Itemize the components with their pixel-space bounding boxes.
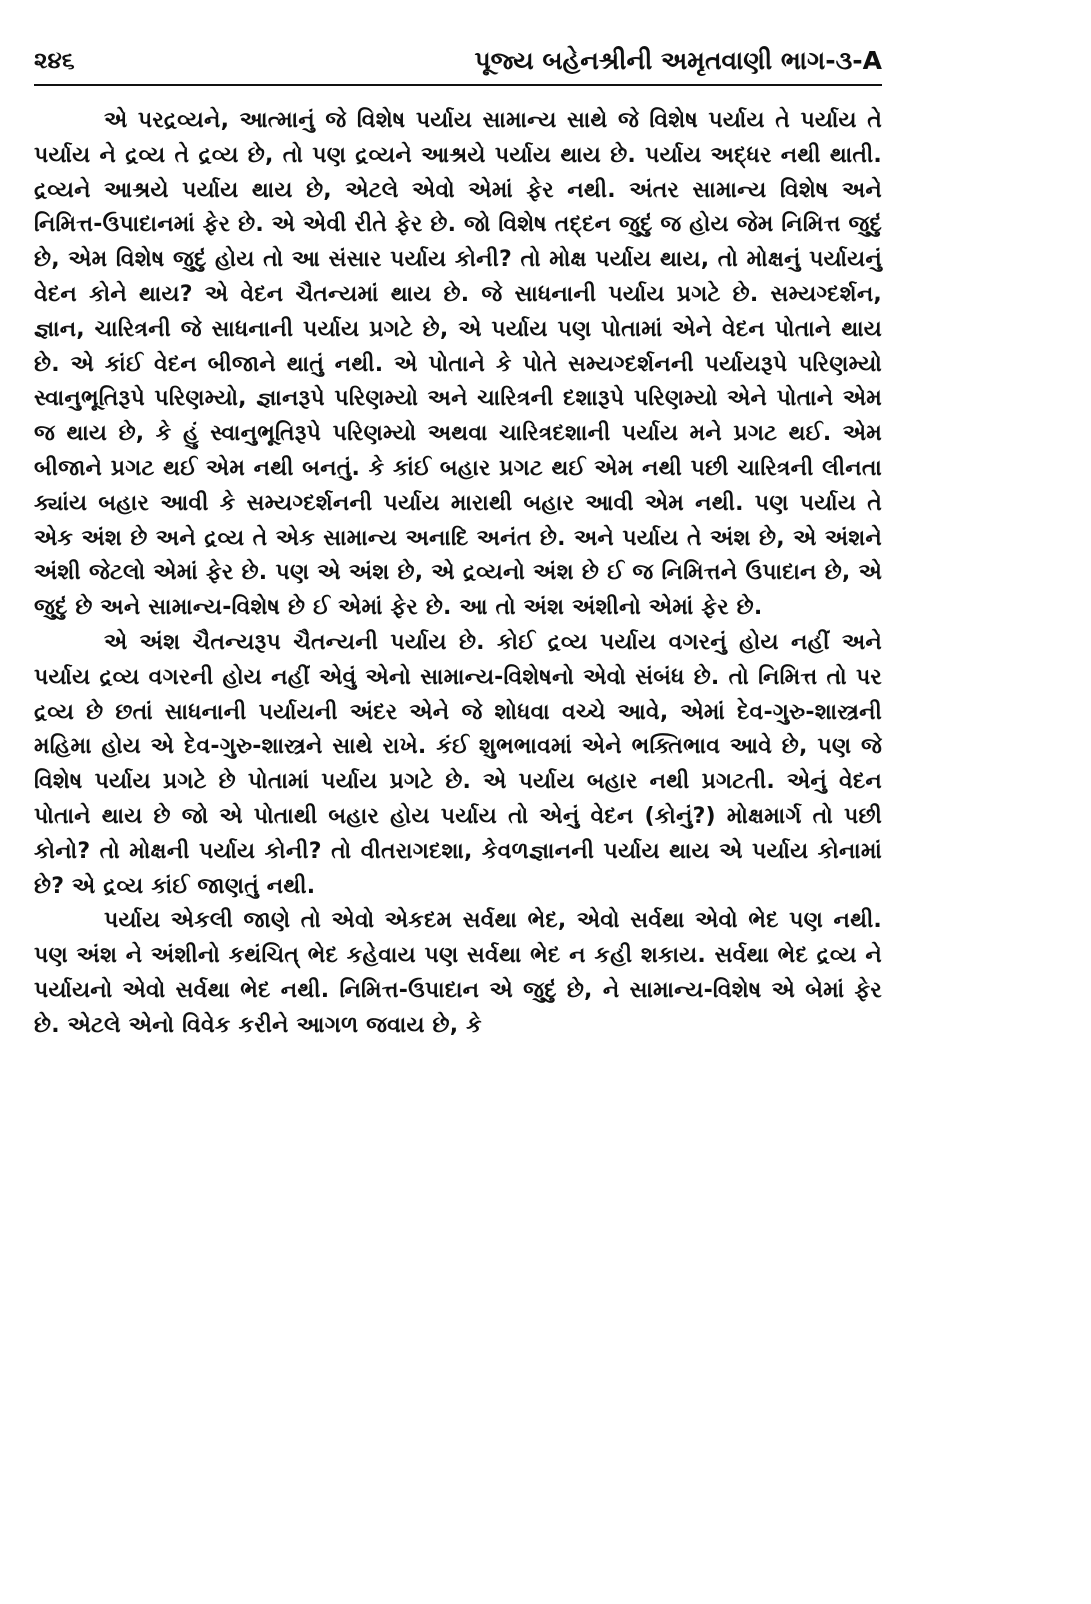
running-title: પૂજ્ય બહેનશ્રીની અમૃતવાણી ભાગ-૩-A <box>474 46 882 75</box>
header-divider <box>34 84 882 86</box>
page-header <box>34 46 882 86</box>
body-text <box>34 104 882 1044</box>
paragraph-2: એ અંશ ચૈતન્યરૂપ ચૈતન્યની પર્યાય છે. કોઈ દ્રવ્ય પર્યાય વગરનું હોય નહીં અને પર્યાય દ્રવ્ય વગરની હોય નહીં એવું એનો સામાન્ય-વિશેષનો એવો સંબંધ છે. તો નિમિત્ત તો પર દ્રવ્ય છે છતાં સાધનાની પર્યાયની અંદર એને જે શોધવા વચ્ચે આવે, એમાં દેવ-ગુરુ-શાસ્ત્રની મહિમા હોય એ દેવ-ગુરુ-શાસ્ત્રને સાથે રાખે. કંઈ શુભભાવમાં એને ભક્તિભાવ આવે છે, પણ જે વિશેષ પર્યાય પ્રગટે છે પોતામાં પર્યાય પ્રગટે છે. એ પર્યાય બહાર નથી પ્રગટતી. એનું વેદન પોતાને થાય છે જો એ પોતાથી બહાર હોય પર્યાય તો એનું વેદન (કોનું?) મોક્ષમાર્ગ તો પછી કોનો? તો મોક્ષની પર્યાય કોની? તો વીતરાગદશા, કેવળજ્ઞાનની પર્યાય થાય એ પર્યાય કોનામાં છે? એ દ્રવ્ય કાંઈ જાણતું નથી. <box>34 629 882 899</box>
paragraph-1: એ પરદ્રવ્યને, આત્માનું જે વિશેષ પર્યાય સામાન્ય સાથે જે વિશેષ પર્યાય તે પર્યાય તે પર્યાય ને દ્રવ્ય તે દ્રવ્ય છે, તો પણ દ્રવ્યને આશ્રયે પર્યાય થાય છે. પર્યાય અદ્ધર નથી થાતી. દ્રવ્યને આશ્રયે પર્યાય થાય છે, એટલે એવો એમાં ફેર નથી. અંતર સામાન્ય વિશેષ અને નિમિત્ત-ઉપાદાનમાં ફેર છે. એ એવી રીતે ફેર છે. જો વિશેષ તદ્દન જુદું જ હોય જેમ નિમિત્ત જુદું છે, એમ વિશેષ જુદું હોય તો આ સંસાર પર્યાય કોની? તો મોક્ષ પર્યાય થાય, તો મોક્ષનું પર્યાયનું વેદન કોને થાય? એ વેદન ચૈતન્યમાં થાય છે. જે સાધનાની પર્યાય પ્રગટે છે. સમ્યગ્દર્શન, જ્ઞાન, ચારિત્રની જે સાધનાની પર્યાય પ્રગટે છે, એ પર્યાય પણ પોતામાં એને વેદન પોતાને થાય છે. એ કાંઈ વેદન બીજાને થાતું નથી. એ પોતાને કે પોતે સમ્યગ્દર્શનની પર્યાયરૂપે પરિણમ્યો સ્વાનુભૂતિરૂપે પરિણમ્યો, જ્ઞાનરૂપે પરિણમ્યો અને ચારિત્રની દશારૂપે પરિણમ્યો એને પોતાને એમ જ થાય છે, કે હું સ્વાનુભૂતિરૂપે પરિણમ્યો અથવા ચારિત્રદશાની પર્યાય મને પ્રગટ થઈ. એમ બીજાને પ્રગટ થઈ એમ નથી બનતું. કે કાંઈ બહાર પ્રગટ થઈ એમ નથી પછી ચારિત્રની લીનતા ક્યાંય બહાર આવી કે સમ્યગ્દર્શનની પર્યાય મારાથી બહાર આવી એમ નથી. પણ પર્યાય તે એક અંશ છે અને દ્રવ્ય તે એક સામાન્ય અનાદિ અનંત છે. અને પર્યાય તે અંશ છે, એ અંશને અંશી જેટલો એમાં ફેર છે. પણ એ અંશ છે, એ દ્રવ્યનો અંશ છે ઈ જ નિમિત્તને ઉપાદાન છે, એ જુદું છે અને સામાન્ય-વિશેષ છે ઈ એમાં ફેર છે. આ તો અંશ અંશીનો એમાં ફેર છે. <box>34 108 882 621</box>
page-number: ૨૪૬ <box>34 48 75 74</box>
paragraph-3: પર્યાય એકલી જાણે તો એવો એકદમ સર્વથા ભેદ, એવો સર્વથા એવો ભેદ પણ નથી. પણ અંશ ને અંશીનો કથંચિત્ ભેદ કહેવાય પણ સર્વથા ભેદ ન કહી શકાય. સર્વથા ભેદ દ્રવ્ય ને પર્યાયનો એવો સર્વથા ભેદ નથી. નિમિત્ત-ઉપાદાન એ જુદું છે, ને સામાન્ય-વિશેષ એ બેમાં ફેર છે. એટલે એનો વિવેક કરીને આગળ જવાય છે, કે <box>34 908 882 1038</box>
